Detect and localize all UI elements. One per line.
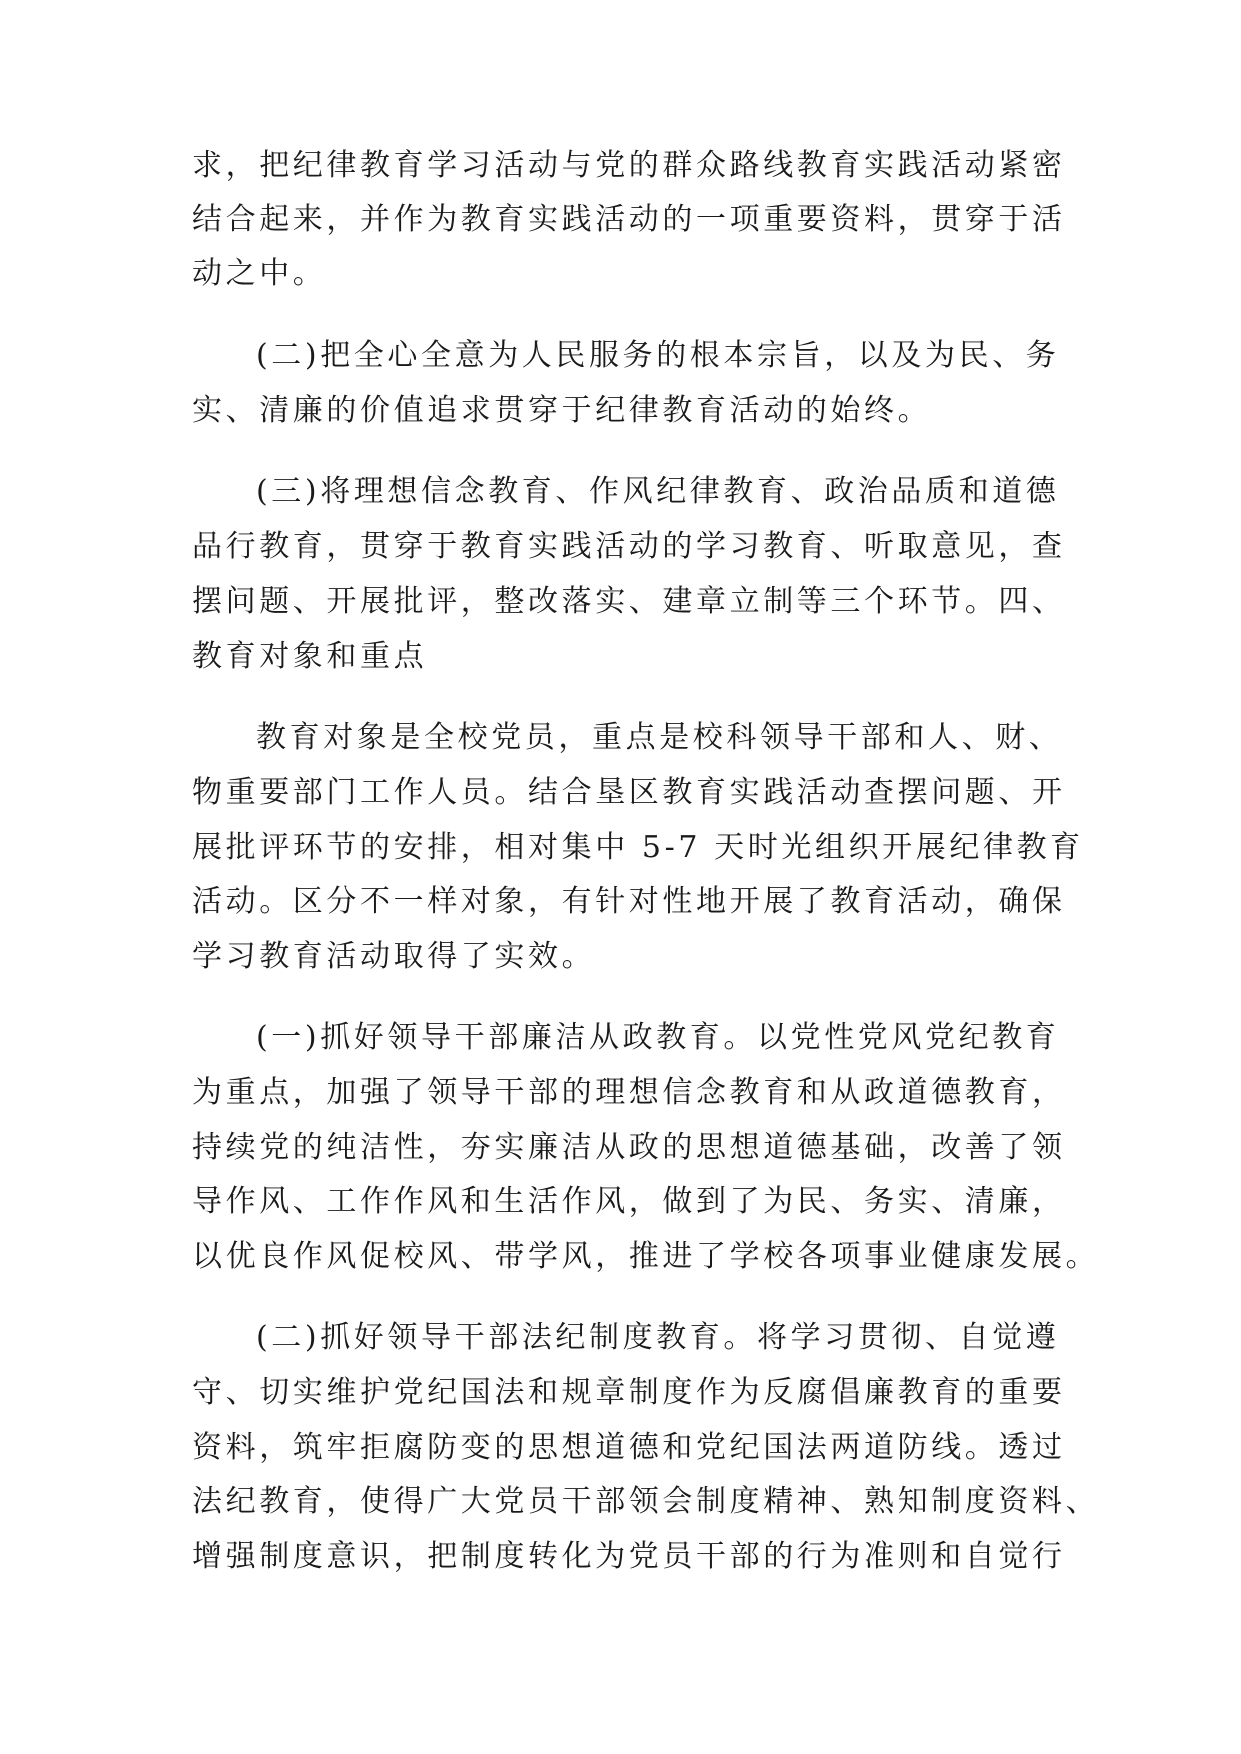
text-line: 法纪教育，使得广大党员干部领会制度精神、熟知制度资料、 (192, 1484, 1100, 1519)
text-line: 动之中。 (192, 256, 327, 291)
text-line: 活动。区分不一样对象，有针对性地开展了教育活动，确保 (192, 884, 1066, 919)
text-line: 持续党的纯洁性，夯实廉洁从政的思想道德基础，改善了领 (192, 1130, 1066, 1165)
text-line: 守、切实维护党纪国法和规章制度作为反腐倡廉教育的重要 (192, 1375, 1066, 1410)
text-line: 教育对象是全校党员，重点是校科领导干部和人、财、 (256, 720, 1063, 755)
text-line: 展批评环节的安排，相对集中 5-7 天时光组织开展纪律教育 (192, 830, 1084, 865)
text-line: 摆问题、开展批评，整改落实、建章立制等三个环节。四、 (192, 584, 1066, 619)
text-line: 增强制度意识，把制度转化为党员干部的行为准则和自觉行 (192, 1539, 1066, 1574)
text-line: 以优良作风促校风、带学风，推进了学校各项事业健康发展。 (192, 1239, 1100, 1274)
text-line: (二)抓好领导干部法纪制度教育。将学习贯彻、自觉遵 (256, 1320, 1060, 1355)
text-line: (一)抓好领导干部廉洁从政教育。以党性党风党纪教育 (256, 1020, 1060, 1055)
text-line: 品行教育，贯穿于教育实践活动的学习教育、听取意见，查 (192, 529, 1066, 564)
text-line: 物重要部门工作人员。结合垦区教育实践活动查摆问题、开 (192, 775, 1066, 810)
text-line: 为重点，加强了领导干部的理想信念教育和从政道德教育， (192, 1075, 1066, 1110)
text-line: 学习教育活动取得了实效。 (192, 939, 596, 974)
text-line: 导作风、工作作风和生活作风，做到了为民、务实、清廉， (192, 1184, 1066, 1219)
text-line: 资料，筑牢拒腐防变的思想道德和党纪国法两道防线。透过 (192, 1430, 1066, 1465)
text-line: 教育对象和重点 (192, 639, 428, 674)
text-line: 实、清廉的价值追求贯穿于纪律教育活动的始终。 (192, 393, 932, 428)
text-line: (二)把全心全意为人民服务的根本宗旨，以及为民、务 (256, 338, 1060, 373)
text-line: 结合起来，并作为教育实践活动的一项重要资料，贯穿于活 (192, 202, 1066, 237)
text-line: (三)将理想信念教育、作风纪律教育、政治品质和道德 (256, 474, 1060, 509)
text-line: 求，把纪律教育学习活动与党的群众路线教育实践活动紧密 (192, 148, 1066, 183)
